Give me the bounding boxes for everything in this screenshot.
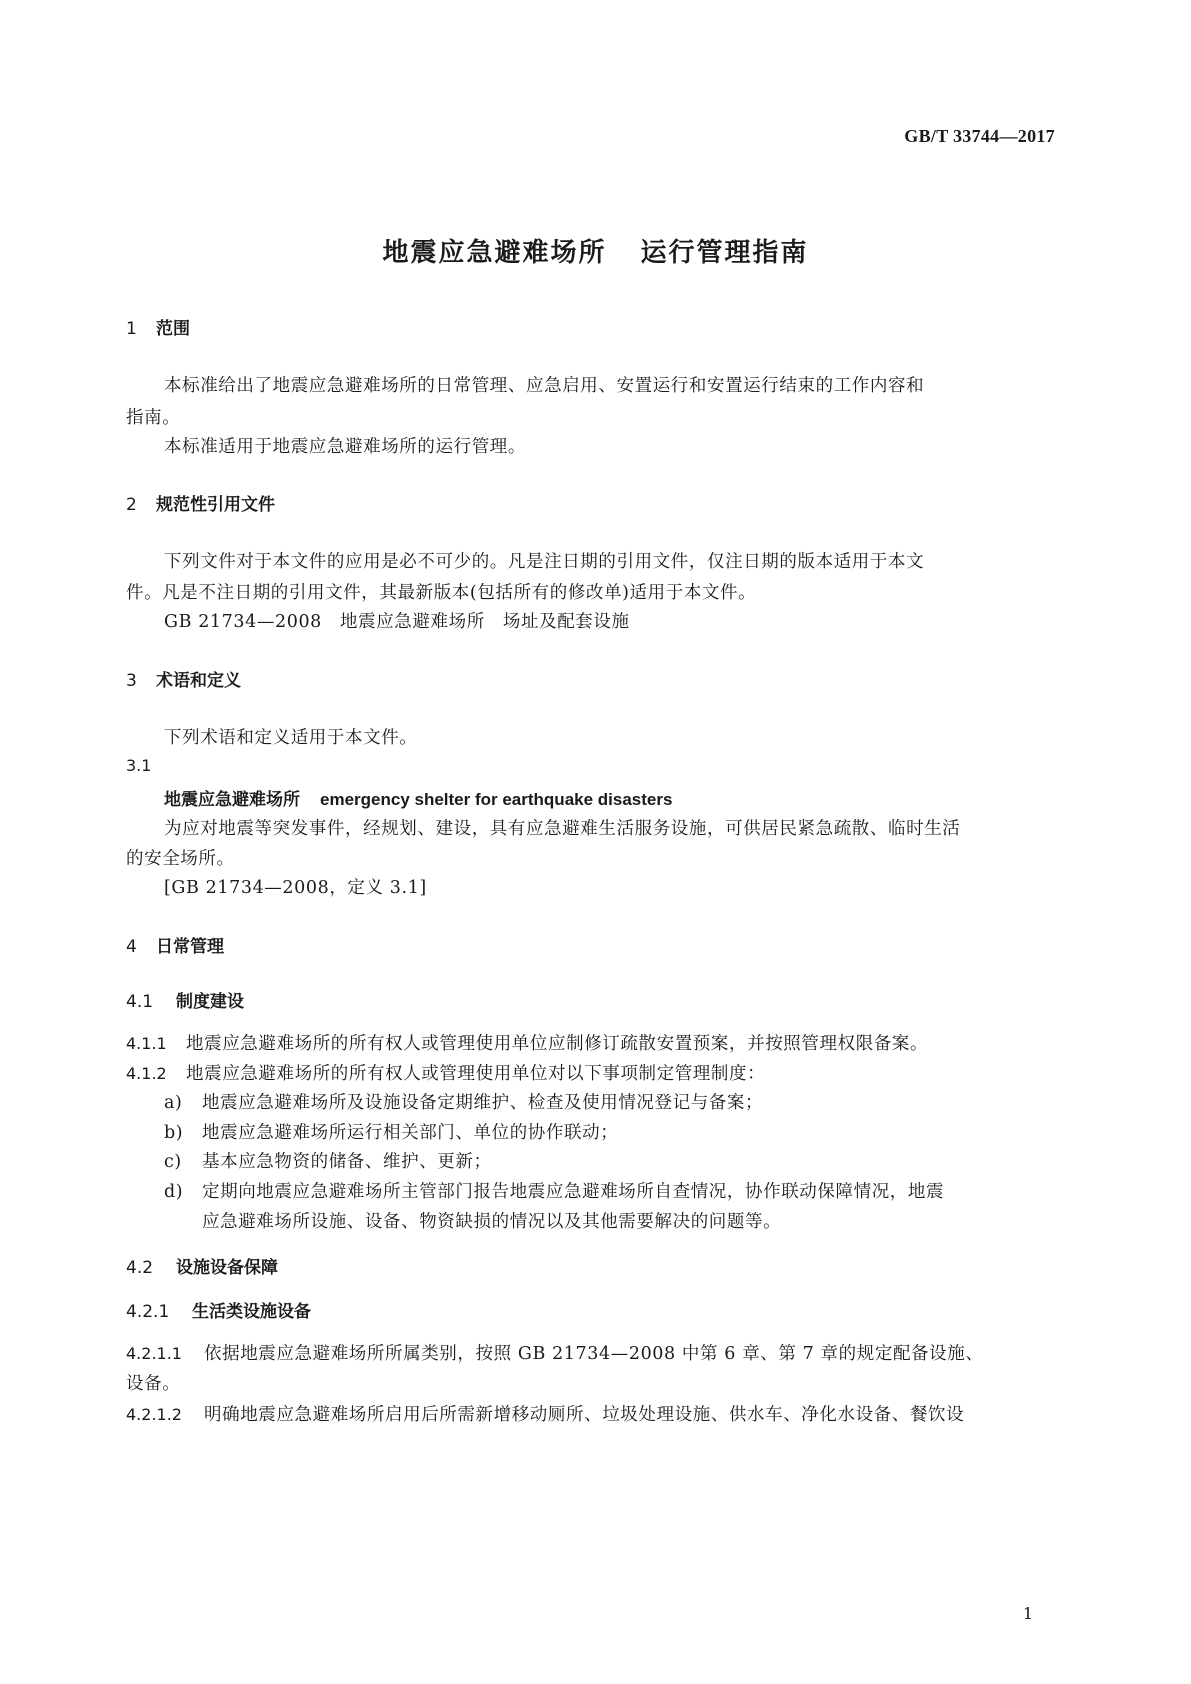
section-2-heading bbox=[126, 490, 275, 515]
list-text: 定期向地震应急避难场所主管部门报告地震应急避难场所自查情况，协作联动保障情况，地震 bbox=[202, 1182, 945, 1202]
section-number: 4 bbox=[126, 937, 137, 957]
subsection-4-1-heading bbox=[126, 987, 244, 1012]
section-number: 1 bbox=[126, 319, 137, 339]
list-label: a) bbox=[164, 1093, 183, 1113]
clause-text: 地震应急避难场所的所有权人或管理使用单位对以下事项制定管理制度： bbox=[186, 1064, 766, 1084]
term-en: emergency shelter for earthquake disasters bbox=[320, 790, 673, 809]
clause-number: 4.1.1 bbox=[126, 1034, 167, 1053]
list-item-continuation: 应急避难场所设施、设备、物资缺损的情况以及其他需要解决的问题等。 bbox=[202, 1212, 782, 1232]
section-number: 4.1 bbox=[126, 992, 154, 1012]
section-number: 4.2 bbox=[126, 1258, 154, 1278]
clause-4-1-2 bbox=[126, 1060, 765, 1085]
list-label: b) bbox=[164, 1123, 184, 1143]
section-title: 制度建设 bbox=[176, 992, 244, 1012]
list-item bbox=[164, 1178, 944, 1203]
section-title: 术语和定义 bbox=[156, 671, 241, 691]
page-number: 1 bbox=[1022, 1604, 1033, 1623]
definition: 为应对地震等突发事件，经规划、建设，具有应急避难生活服务设施，可供居民紧急疏散、临时生活 bbox=[164, 819, 961, 839]
subsection-4-2-1-heading bbox=[126, 1297, 311, 1322]
standard-number: GB/T 33744—2017 bbox=[904, 126, 1055, 146]
section-number: 2 bbox=[126, 495, 137, 515]
term-cn: 地震应急避难场所 bbox=[164, 790, 300, 810]
paragraph: 下列术语和定义适用于本文件。 bbox=[164, 728, 418, 748]
list-item bbox=[164, 1089, 763, 1114]
title-part2: 运行管理指南 bbox=[640, 238, 809, 268]
section-4-heading bbox=[126, 932, 224, 957]
section-number: 4.2.1 bbox=[126, 1302, 170, 1322]
paragraph: 本标准适用于地震应急避难场所的运行管理。 bbox=[164, 437, 526, 457]
clause-4-1-1 bbox=[126, 1030, 928, 1055]
list-item bbox=[164, 1148, 492, 1173]
list-text: 基本应急物资的储备、维护、更新； bbox=[202, 1152, 492, 1172]
paragraph: 指南。 bbox=[126, 408, 181, 428]
section-1-heading bbox=[126, 314, 190, 339]
list-text: 地震应急避难场所运行相关部门、单位的协作联动； bbox=[202, 1123, 619, 1143]
section-title: 生活类设施设备 bbox=[192, 1302, 311, 1322]
list-text: 地震应急避难场所及设施设备定期维护、检查及使用情况登记与备案； bbox=[202, 1093, 764, 1113]
definition: 的安全场所。 bbox=[126, 849, 235, 869]
reference-entry: GB 21734—2008 地震应急避难场所 场址及配套设施 bbox=[164, 612, 630, 632]
section-title: 范围 bbox=[156, 319, 190, 339]
subsection-4-2-heading bbox=[126, 1253, 278, 1278]
paragraph: 下列文件对于本文件的应用是必不可少的。凡是注日期的引用文件，仅注日期的版本适用于本文 bbox=[164, 552, 925, 572]
clause-number: 4.2.1.1 bbox=[126, 1344, 182, 1363]
title-part1: 地震应急避难场所 bbox=[382, 238, 607, 268]
clause-number: 3.1 bbox=[126, 756, 152, 775]
clause-text: 地震应急避难场所的所有权人或管理使用单位应制修订疏散安置预案，并按照管理权限备案。 bbox=[186, 1034, 929, 1054]
list-item bbox=[164, 1119, 618, 1144]
document-title bbox=[0, 232, 1191, 269]
list-label: d) bbox=[164, 1182, 184, 1202]
clause-4-2-1-1 bbox=[126, 1340, 983, 1365]
clause-text: 依据地震应急避难场所所属类别，按照 GB 21734—2008 中第 6 章、第 7 章的规定配备设施、 bbox=[204, 1344, 984, 1364]
list-label: c) bbox=[164, 1152, 182, 1172]
section-title: 设施设备保障 bbox=[176, 1258, 278, 1278]
paragraph: 件。凡是不注日期的引用文件，其最新版本(包括所有的修改单)适用于本文件。 bbox=[126, 583, 757, 603]
clause-number: 4.2.1.2 bbox=[126, 1405, 182, 1424]
clause-4-2-1-2 bbox=[126, 1401, 964, 1426]
clause-number: 4.1.2 bbox=[126, 1064, 167, 1083]
section-title: 日常管理 bbox=[156, 937, 224, 957]
section-title: 规范性引用文件 bbox=[156, 495, 275, 515]
section-3-heading bbox=[126, 666, 241, 691]
section-number: 3 bbox=[126, 671, 137, 691]
term-entry bbox=[164, 785, 672, 810]
definition-source: [GB 21734—2008，定义 3.1] bbox=[164, 878, 427, 898]
clause-text: 明确地震应急避难场所启用后所需新增移动厕所、垃圾处理设施、供水车、净化水设备、餐饮设 bbox=[204, 1405, 965, 1425]
paragraph: 本标准给出了地震应急避难场所的日常管理、应急启用、安置运行和安置运行结束的工作内容和 bbox=[164, 376, 925, 396]
clause-continuation: 设备。 bbox=[126, 1374, 181, 1394]
